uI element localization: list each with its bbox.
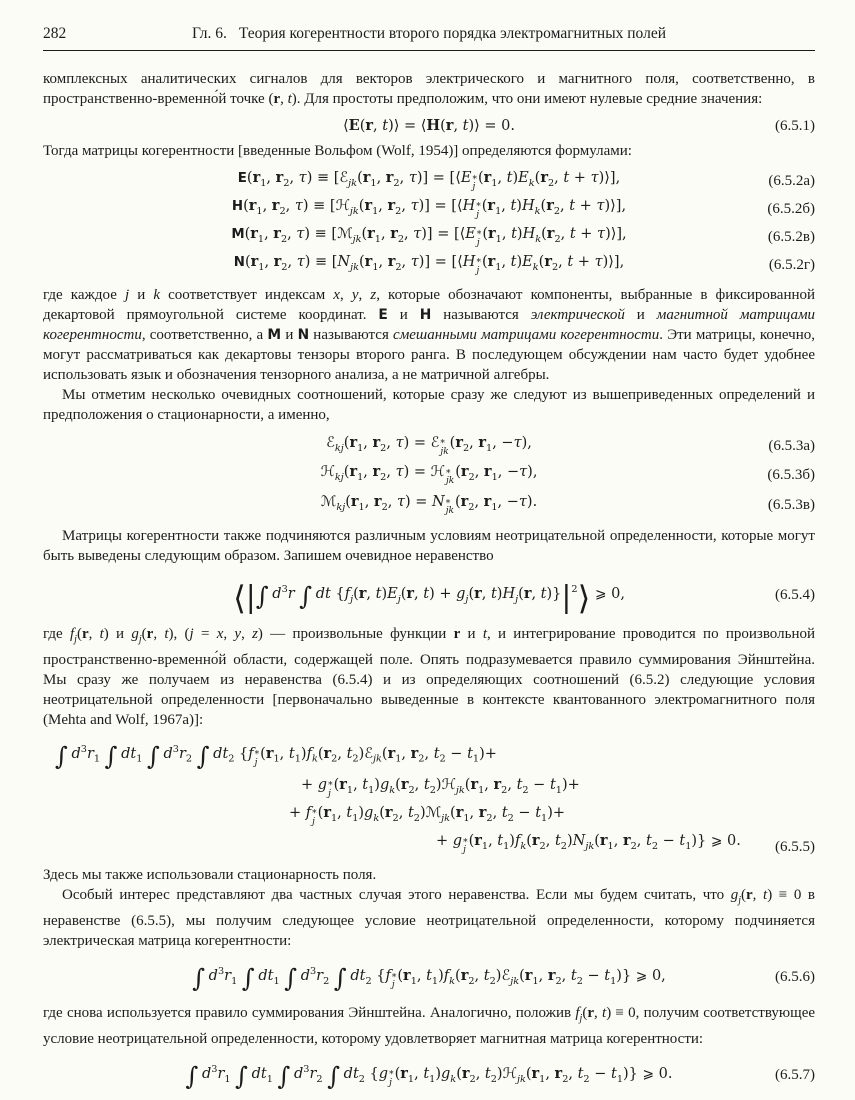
equation-line: ∫ $d^3r_1$ ∫ $dt_1$ ∫ $d^3r_2$ ∫ $dt_2$ {f * j ($r_1$, $t_1)f_k(r_2$, $t_2)ℰ_{jk}(r_1$, $r_2$, $t_2 - t_1)+$ [55,741,497,771]
equation-6-5-2v [43,223,815,251]
equation-body: $M(r_1$, $r_2$, $\tau) \equiv [ℳ_{jk}(r_1$, $r_2$, τ)] = [⟨E * j ($r_1$, $t)H_k(r_2$, t + τ)⟩], [231,224,627,248]
equation-body: $ℰ_{kj}(r_1$, $r_2$, τ) = ℰ * jk ($r_2$, $r_1$, −τ), [326,433,532,457]
equation-body: ⟨|∫ $d^3r$ ∫ dt {$f_j(r$, $t)E_j(r$, $t) + g_j(r$, $t)H_j(r$, $t)\}|^2⟩$ ⩾ 0, [233,578,625,617]
equation-6-5-3b [43,460,815,490]
chapter-title: Теория когерентности второго порядка электромагнитных полей [238,25,667,42]
equation-body: $E(r_1$, $r_2$, $\tau) \equiv [ℰ_{jk}(r_1$, $r_2$, τ)] = [⟨E * j ($r_1$, $t)E_k(r_2$, t + τ)⟩], [237,169,621,192]
equation-6-5-2b [43,195,815,223]
equation-6-5-3v [43,490,815,520]
equation-body: $N(r_1$, $r_2$, $\tau) \equiv [N_{jk}(r_1$, $r_2$, τ)] = [⟨H * j ($r_1$, $t)E_k(r_2$, t + τ)⟩], [233,252,625,276]
equation-number: (6.5.1) [775,118,815,134]
page-number: 282 [43,25,67,42]
running-head [43,24,815,44]
equation-6-5-3a [43,431,815,461]
equation-number: (6.5.2г) [768,256,815,273]
equation-number: (6.5.5) [775,839,815,856]
paragraph-stationarity-note: Здесь мы также использовали стационарность поля. [43,867,377,884]
paragraph-matrices-intro: Тогда матрицы когерентности [введенные Вольфом (Wolf, 1954)] определяются формулами: [43,143,632,159]
equation-line: + f * j ($r_1$, $t_1)g_k(r_2$, $t_2)ℳ_{jk}(r_1$, $r_2$, $t_2 - t_1)+$ [289,803,566,827]
equation-6-5-5 [43,736,815,859]
equation-number: (6.5.3б) [767,467,815,484]
equation-number: (6.5.2в) [767,228,815,245]
equation-6-5-6 [43,957,815,997]
equation-number: (6.5.2а) [768,172,815,189]
paragraph-relations-intro: Мы отметим несколько очевидных соотношений, которые сразу же следуют из вышеприведенных определений и предположения о стационарности, а именно, [43,386,815,423]
equation-number: (6.5.3а) [768,437,815,454]
equation-number: (6.5.4) [775,587,815,604]
equation-6-5-4 [43,573,815,617]
equation-number: (6.5.2б) [767,200,815,217]
paragraph-arbitrary-functions: где $f_j(r$, t) и $g_j(r$, t), (j = x, y, z) — произвольные функции r и t, и интегрирование проводится по произвольной пространственно-временно́й области, содержащей поле. Опять подразумевается правило суммирования Эйнштейна. Мы сразу же получаем из неравенства (6.5.4) и из определяющих соотношений (6.5.2) следующие условия неотрицательной определенности [первоначально выведенные в контексте квантованного электромагнитного поля (Mehta and Wolf, 1967a)]: [43,625,815,728]
paragraph-indices-explanation: где каждое j и k соответствует индексам x, y, z, которые обозначают компоненты, выбранные в фиксированной декартовой прямоугольной системе координат. E и H называются электрической и магнитной матрицами когерентности, соответственно, а M и N называются смешанными матрицами когерентности. Эти матрицы, конечно, могут рассматриваться как декартовы тензоры второго ранга. В последующем обсуждении нам часто будет удобнее использовать язык и обозначения тензорного анализа, а не матричной алгебры. [43,286,816,383]
equation-line: + g * j ($r_1$, $t_1)g_k(r_2$, $t_2)ℋ_{jk}(r_1$, $r_2$, $t_2 - t_1)+$ [301,775,580,799]
equation-body: ⟨E(r, t)⟩ = ⟨H(r, t)⟩ = 0. [342,117,516,134]
equation-6-5-1 [43,115,815,137]
equation-number: (6.5.7) [775,1066,815,1083]
equation-body: ∫ $d^3r_1$ ∫ $dt_1$ ∫ $d^3r_2$ ∫ $dt_2$ {f * j ($r_1$, $t_1)f_k(r_2$, $t_2)ℰ_{jk}(r_1$, $r_2$, $t_2 - t_1$)} ⩾ 0, [192,963,666,993]
equation-group-6-5-3 [43,431,815,521]
equation-group-6-5-2 [43,167,815,279]
paragraph-special-cases: Особый интерес представляют два частных случая этого неравенства. Если мы будем считать, что $g_j(r$, t) ≡ 0 в неравенстве (6.5.5), мы получим следующее условие неотрицательной определенности, которому подчиняется электрическая матрица когерентности: [43,887,815,950]
equation-body: ∫ $d^3r_1$ ∫ $dt_1$ ∫ $d^3r_2$ ∫ $dt_2$ {g * j ($r_1$, $t_1)g_k(r_2$, $t_2)ℋ_{jk}(r_1$, $r_2$, $t_2 - t_1$)} ⩾ 0. [185,1061,673,1091]
equation-6-5-2a [43,167,815,195]
header-rule [43,50,815,51]
paragraph-einstein-rule: где снова используется правило суммирования Эйнштейна. Аналогично, положив $f_j(r$, t) ≡ 0, получим соответствующее условие неотрицательной определенности, которому удовлетворяет магнитная матрица когерентности: [43,1005,816,1048]
chapter-label: Гл. 6. [191,25,227,42]
equation-6-5-7 [43,1055,815,1095]
equation-number: (6.5.3в) [767,497,815,514]
equation-body: $ℳ_{kj}(r_1$, $r_2$, τ) = N * jk ($r_2$, $r_1$, −τ). [320,493,538,517]
equation-line: + g * j ($r_1$, $t_1)f_k(r_2$, $t_2)N_{jk}(r_1$, $r_2$, $t_2 - t_1$)} ⩾ 0. [436,832,741,856]
page-header [43,24,815,44]
equation-6-5-2g [43,251,815,279]
paragraph-intro: комплексных аналитических сигналов для векторов электрического и магнитного поля, соответственно, в пространственно-временно́й точке (r, t). Для простоты предположим, что они имеют нулевые средние значения: [43,71,815,107]
paragraph-nonnegativity-intro: Матрицы когерентности также подчиняются различным условиям неотрицательной определенности, которые могут быть выведены следующим образом. Запишем очевидное неравенство [43,528,815,565]
equation-number: (6.5.6) [775,969,815,986]
equation-body: $H(r_1$, $r_2$, $\tau) \equiv [ℋ_{jk}(r_1$, $r_2$, τ)] = [⟨H * j ($r_1$, $t)H_k(r_2$, t + τ)⟩], [231,196,627,220]
equation-body: $ℋ_{kj}(r_1$, $r_2$, τ) = ℋ * jk ($r_2$, $r_1$, −τ), [320,463,538,487]
